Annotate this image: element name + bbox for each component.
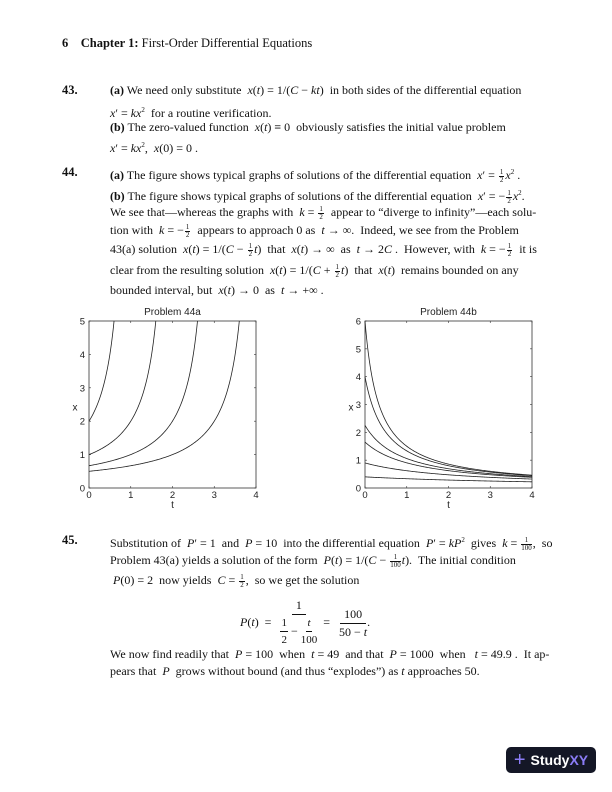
problem-43b-line2: $x' = kx^2$, x(0) = 0 . — [110, 141, 198, 155]
problem-45-number: 45. — [62, 533, 78, 547]
svg-text:t: t — [171, 500, 174, 511]
problem-45-line1: Substitution of P′ = 1 and P = 10 into the differential equation $P' = kP^2$ gives k = $\frac{1}{100}$ , so — [110, 535, 553, 552]
svg-text:4: 4 — [529, 490, 535, 501]
svg-text:1: 1 — [404, 490, 410, 501]
problem-45-line2: Problem 43(a) yields a solution of the form P(t) = 1/(C − $\frac{1}{100}$ t). The initial condition — [110, 552, 516, 569]
svg-text:2: 2 — [445, 490, 452, 501]
svg-text:3: 3 — [487, 490, 493, 501]
svg-text:6: 6 — [355, 316, 361, 328]
svg-text:3: 3 — [79, 383, 85, 395]
part-label: (a) — [110, 168, 124, 182]
chapter-title: First-Order Differential Equations — [141, 36, 313, 50]
problem-43-number: 43. — [62, 83, 78, 97]
problem-43a: (a) We need only substitute x(t) = 1/(C − kt) in both sides of the differential equation — [110, 83, 522, 97]
svg-text:2: 2 — [79, 416, 85, 428]
problem-43b: (b) The zero-valued function x(t) ≡ 0 obviously satisfies the initial value problem — [110, 120, 506, 134]
chart-problem-44b — [349, 307, 535, 511]
svg-text:4: 4 — [355, 372, 361, 384]
problem-43a-line2: $x' = kx^2$ for a routine verification. — [110, 106, 272, 120]
svg-text:0: 0 — [355, 483, 361, 495]
page-number: 6 — [62, 36, 69, 50]
svg-text:0: 0 — [79, 483, 85, 495]
problem-44-number: 44. — [62, 165, 78, 179]
svg-text:0: 0 — [362, 490, 368, 501]
chart-problem-44a — [73, 307, 259, 511]
svg-text:t: t — [447, 500, 450, 511]
plus-icon: + — [513, 749, 526, 771]
problem-45-line5: We now find readily that P = 100 when t = 49 and that P = 1000 when t = 49.9 . It ap- — [110, 647, 550, 661]
part-label: (b) — [110, 189, 125, 203]
problem-45-display-equation: P(t) = 1 $\frac{1}{2}$ − $\frac{t}{100}$ = $\frac{100}{50 - t}$ . — [240, 598, 371, 646]
brand-name: StudyXY — [530, 752, 589, 768]
problem-44b-line4: 43(a) solution x(t) = 1/(C − $\frac{1}{2}$ t) that x(t) → ∞ as t → 2C . However, with k = − $\frac{1}{2}$ it is — [110, 241, 537, 258]
chapter-label: Chapter 1: — [80, 36, 139, 50]
svg-text:Problem 44b: Problem 44b — [420, 307, 477, 318]
problem-44b-line6: bounded interval, but x(t) → 0 as t → +∞ . — [110, 283, 324, 297]
problem-44b: (b) The figure shows typical graphs of solutions of the differential equation x′ = − $\frac{1}{2}$ $x^2$. — [110, 188, 525, 205]
svg-text:0: 0 — [86, 490, 92, 501]
svg-text:1: 1 — [79, 450, 85, 462]
svg-text:x: x — [72, 402, 78, 414]
svg-text:4: 4 — [79, 349, 85, 361]
svg-text:3: 3 — [355, 400, 361, 411]
problem-44b-line5: clear from the resulting solution x(t) = 1/(C + $\frac{1}{2}$ t) that x(t) remains bounded on any — [110, 262, 519, 279]
svg-text:2: 2 — [355, 427, 361, 439]
svg-text:5: 5 — [355, 344, 361, 356]
problem-45-line6: pears that P grows without bound (and thus “explodes”) as t approaches 50. — [110, 664, 480, 678]
svg-text:3: 3 — [211, 490, 217, 501]
studyxy-badge[interactable] — [506, 747, 596, 773]
part-label: (b) — [110, 120, 125, 134]
problem-44b-line2: We see that—whereas the graphs with k = $\frac{1}{2}$ appear to “diverge to infinity”—each solu- — [110, 204, 537, 221]
svg-text:x: x — [348, 402, 354, 414]
problem-44b-line3: tion with k = − $\frac{1}{2}$ appears to approach 0 as t → ∞. Indeed, we see from the Problem — [110, 222, 519, 239]
part-label: (a) — [110, 83, 124, 97]
svg-text:4: 4 — [253, 490, 259, 501]
page-header — [62, 36, 312, 51]
figures — [0, 295, 612, 520]
svg-text:1: 1 — [128, 490, 134, 501]
svg-text:2: 2 — [169, 490, 176, 501]
svg-text:5: 5 — [79, 316, 85, 328]
svg-text:Problem 44a: Problem 44a — [144, 307, 201, 318]
problem-45-line3: P(0) = 2 now yields C = $\frac{1}{2}$ , so we get the solution — [113, 572, 360, 589]
svg-text:1: 1 — [355, 455, 361, 467]
problem-44a: (a) The figure shows typical graphs of solutions of the differential equation x′ = $\frac{1}{2}$ $x^2$ . — [110, 167, 521, 184]
